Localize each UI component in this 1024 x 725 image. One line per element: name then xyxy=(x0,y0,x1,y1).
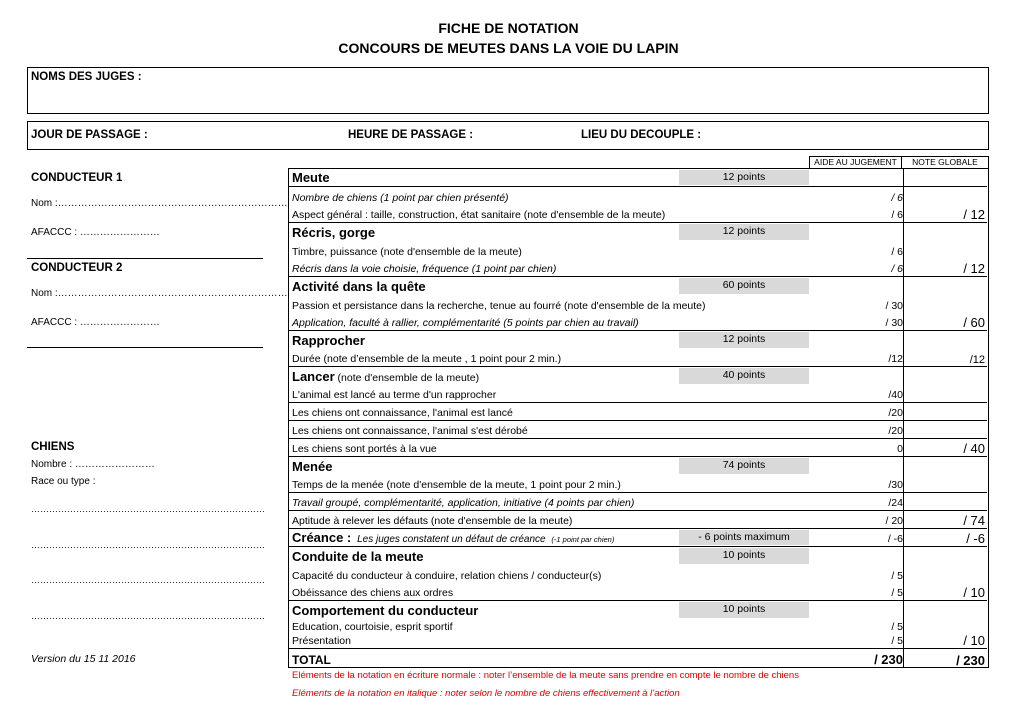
section-title xyxy=(292,369,479,384)
aide-value[interactable]: / 30 xyxy=(885,317,903,329)
row-label: Les chiens sont portés à la vue xyxy=(292,443,437,455)
table-row xyxy=(289,493,987,511)
table-row xyxy=(289,439,987,457)
section-title: Comportement du conducteur xyxy=(292,603,479,618)
aide-value[interactable]: / 5 xyxy=(891,587,903,599)
aide-value[interactable]: 0 xyxy=(897,443,903,455)
conducteur2-title: CONDUCTEUR 2 xyxy=(31,262,123,274)
aide-value[interactable]: / -6 xyxy=(887,533,903,545)
table-row xyxy=(289,349,987,367)
points-badge: - 6 points maximum xyxy=(679,530,809,545)
section-title: Conduite de la meute xyxy=(292,549,424,564)
section-total xyxy=(289,649,987,668)
race-line-1[interactable]: …………………………………………………………………… xyxy=(31,504,265,514)
lancer-title-suffix: (note d'ensemble de la meute) xyxy=(334,372,480,384)
points-badge: 10 points xyxy=(679,602,809,618)
aide-value[interactable]: / 6 xyxy=(891,192,903,204)
row-label: Les chiens ont connaissance, l'animal s'est dérobé xyxy=(292,425,528,437)
aide-value[interactable]: /40 xyxy=(888,389,903,401)
page-title: FICHE DE NOTATION xyxy=(438,20,579,36)
row-label: Les chiens ont connaissance, l'animal est lancé xyxy=(292,407,513,419)
table-row xyxy=(289,565,987,583)
row-label: Nombre de chiens (1 point par chien présenté) xyxy=(292,192,509,204)
note-normal: Eléments de la notation en écriture normale : noter l’ensemble de la meute sans prendre en compte le nombre de chiens xyxy=(292,670,799,681)
version-label: Version du 15 11 2016 xyxy=(31,653,136,665)
points-badge: 74 points xyxy=(679,458,809,474)
aide-value[interactable]: / 30 xyxy=(885,300,903,312)
aide-value[interactable]: / 20 xyxy=(885,515,903,527)
global-score[interactable]: / 74 xyxy=(963,513,985,528)
row-label: Travail groupé, complémentarité, application, initiative (4 points par chien) xyxy=(292,497,635,509)
globale-header: NOTE GLOBALE xyxy=(901,156,989,169)
note-italic: Eléments de la notation en italique : noter selon le nombre de chiens effectivement à l’action xyxy=(292,688,680,699)
global-score[interactable]: / 60 xyxy=(963,315,985,330)
table-row xyxy=(289,187,987,205)
conducteur1-nom-field[interactable]: Nom :…………………………………………………………… xyxy=(31,198,288,209)
race-line-3[interactable]: …………………………………………………………………… xyxy=(31,575,265,585)
creance-desc-small: (-1 point par chien) xyxy=(551,535,615,544)
chiens-title: CHIENS xyxy=(31,441,75,453)
race-line-2[interactable]: …………………………………………………………………… xyxy=(31,540,265,550)
points-badge: 60 points xyxy=(679,278,809,294)
row-label: Aspect général : taille, construction, état sanitaire (note d'ensemble de la meute) xyxy=(292,209,666,221)
points-badge: 12 points xyxy=(679,170,809,185)
section-title: Créance : xyxy=(292,530,352,545)
conducteur1-afaccc-field[interactable]: AFACCC : …………………… xyxy=(31,227,160,238)
total-label: TOTAL xyxy=(292,653,331,667)
row-label: Capacité du conducteur à conduire, relation chiens / conducteur(s) xyxy=(292,570,602,582)
table-row xyxy=(289,205,987,223)
table-row xyxy=(289,241,987,259)
aide-value[interactable]: /20 xyxy=(888,407,903,419)
global-score[interactable]: / 12 xyxy=(963,207,985,222)
aide-value[interactable]: /24 xyxy=(888,497,903,509)
table-row xyxy=(289,403,987,421)
global-score[interactable]: / 12 xyxy=(963,261,985,276)
table-row xyxy=(289,385,987,403)
table-row xyxy=(289,511,987,529)
total-global[interactable]: / 230 xyxy=(956,653,985,668)
aide-value[interactable]: / 5 xyxy=(891,635,903,647)
passage-box[interactable] xyxy=(27,121,989,150)
section-activite xyxy=(289,277,987,295)
aide-value[interactable]: / 5 xyxy=(891,570,903,582)
global-score[interactable]: / 10 xyxy=(963,585,985,600)
table-row xyxy=(289,421,987,439)
section-lancer xyxy=(289,367,987,385)
judges-box[interactable] xyxy=(27,67,989,114)
aide-value[interactable]: / 6 xyxy=(891,246,903,258)
aide-value[interactable]: /12 xyxy=(888,353,903,365)
conducteur2-nom-field[interactable]: Nom :…………………………………………………………… xyxy=(31,288,288,299)
points-badge: 40 points xyxy=(679,368,809,384)
creance-desc: Les juges constatent un défaut de créance xyxy=(357,534,546,545)
aide-value[interactable]: /30 xyxy=(888,479,903,491)
place-label: LIEU DU DECOUPLE : xyxy=(581,129,702,141)
global-score[interactable]: / 10 xyxy=(963,633,985,648)
global-score[interactable]: / -6 xyxy=(966,531,985,546)
conducteur1-title: CONDUCTEUR 1 xyxy=(31,172,123,184)
table-row xyxy=(289,295,987,313)
section-title: Activité dans la quête xyxy=(292,279,426,294)
section-comportement xyxy=(289,601,987,619)
race-line-4[interactable]: …………………………………………………………………… xyxy=(31,611,265,621)
table-row xyxy=(289,619,987,634)
section-title: Rapprocher xyxy=(292,333,365,348)
row-label: Présentation xyxy=(292,635,351,647)
aide-value[interactable]: / 6 xyxy=(891,209,903,221)
section-menee xyxy=(289,457,987,475)
row-label: Education, courtoisie, esprit sportif xyxy=(292,621,453,633)
divider xyxy=(27,258,263,259)
lancer-title: Lancer xyxy=(292,369,335,384)
chiens-race-label: Race ou type : xyxy=(31,476,96,487)
row-label: Durée (note d’ensemble de la meute , 1 point pour 2 min.) xyxy=(292,353,562,365)
points-badge: 10 points xyxy=(679,548,809,564)
section-creance xyxy=(289,529,987,547)
row-label: Passion et persistance dans la recherche, tenue au fourré (note d'ensemble de la meute) xyxy=(292,300,706,312)
section-conduite xyxy=(289,547,987,565)
row-label: Récris dans la voie choisie, fréquence (1 point par chien) xyxy=(292,263,557,275)
aide-value[interactable]: / 5 xyxy=(891,621,903,633)
creance-label xyxy=(292,530,614,545)
table-row xyxy=(289,259,987,277)
section-title: Meute xyxy=(292,170,330,185)
divider xyxy=(27,347,263,348)
conducteur2-afaccc-field[interactable]: AFACCC : …………………… xyxy=(31,317,160,328)
row-label: Timbre, puissance (note d'ensemble de la meute) xyxy=(292,246,522,258)
table-row xyxy=(289,583,987,601)
aide-value[interactable]: /20 xyxy=(888,425,903,437)
row-label: Obéissance des chiens aux ordres xyxy=(292,587,454,599)
day-label: JOUR DE PASSAGE : xyxy=(31,129,148,141)
total-aide[interactable]: / 230 xyxy=(874,652,903,667)
aide-value[interactable]: / 6 xyxy=(891,263,903,275)
aide-header: AIDE AU JUGEMENT xyxy=(809,156,902,169)
chiens-nombre-field[interactable]: Nombre : …………………… xyxy=(31,459,155,470)
page-subtitle: CONCOURS DE MEUTES DANS LA VOIE DU LAPIN xyxy=(338,40,679,56)
global-score[interactable]: / 40 xyxy=(963,441,985,456)
points-badge: 12 points xyxy=(679,332,809,348)
row-label: Application, faculté à rallier, complémentarité (5 points par chien au travail) xyxy=(292,317,639,329)
section-rapprocher xyxy=(289,331,987,349)
section-title: Menée xyxy=(292,459,333,474)
points-badge: 12 points xyxy=(679,224,809,240)
table-row xyxy=(289,634,987,649)
row-label: Temps de la menée (note d'ensemble de la meute, 1 point pour 2 min.) xyxy=(292,479,621,491)
table-row xyxy=(289,313,987,331)
judges-label: NOMS DES JUGES : xyxy=(31,71,142,83)
row-label: Aptitude à relever les défauts (note d'ensemble de la meute) xyxy=(292,515,573,527)
row-label: L'animal est lancé au terme d'un rapprocher xyxy=(292,389,497,401)
hour-label: HEURE DE PASSAGE : xyxy=(348,129,474,141)
section-meute xyxy=(289,169,987,187)
table-row xyxy=(289,475,987,493)
global-score[interactable]: /12 xyxy=(969,354,985,366)
section-recris xyxy=(289,223,987,241)
section-title: Récris, gorge xyxy=(292,225,376,240)
